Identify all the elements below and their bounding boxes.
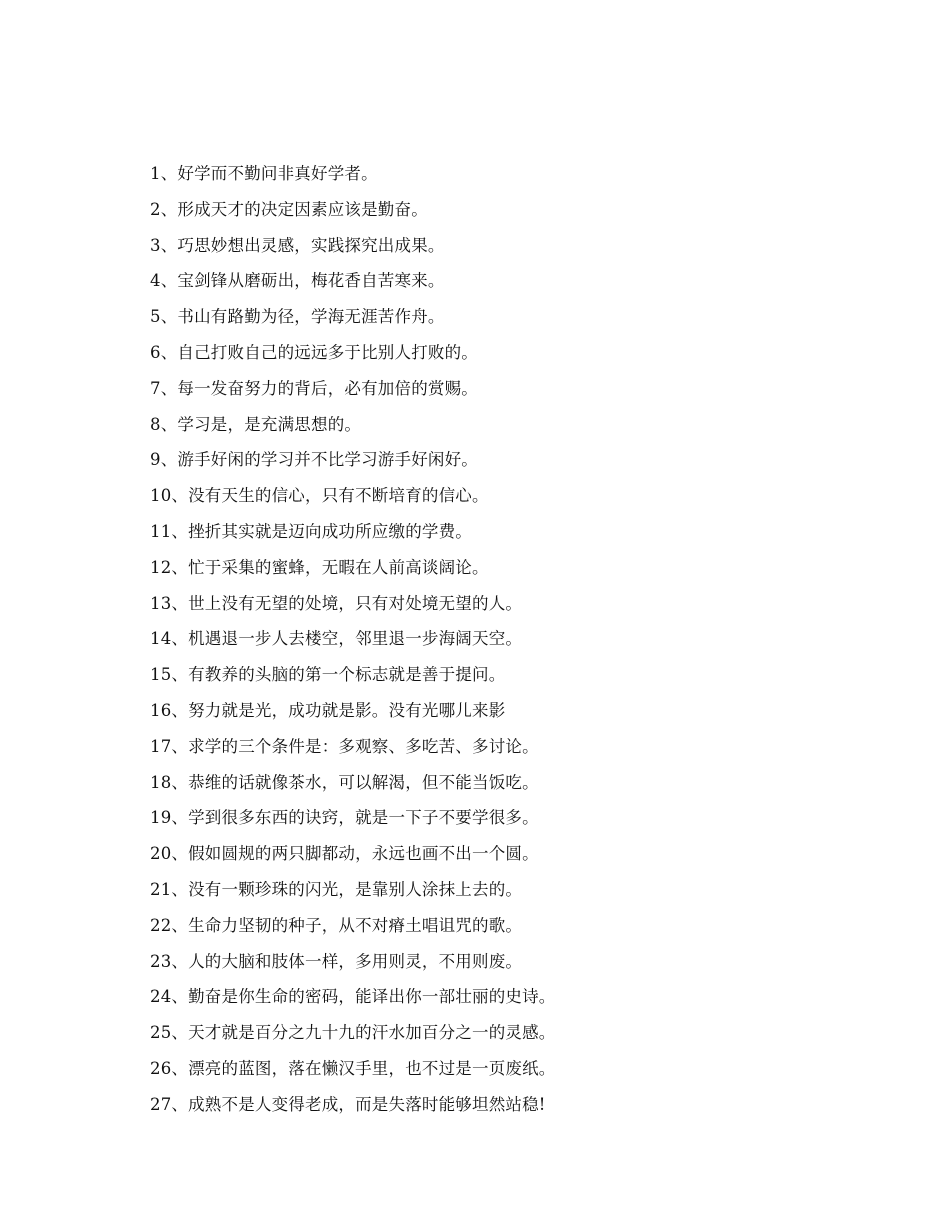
- quote-list: [150, 156, 850, 1123]
- quote-line: 24、勤奋是你生命的密码，能译出你一部壮丽的史诗。: [150, 987, 556, 1007]
- quote-line: 15、有教养的头脑的第一个标志就是善于提问。: [150, 665, 506, 685]
- quote-line: 16、努力就是光，成功就是影。没有光哪儿来影: [150, 700, 506, 720]
- quote-line: 27、成熟不是人变得老成，而是失落时能够坦然站稳!: [150, 1094, 546, 1114]
- quote-line: 18、恭维的话就像茶水，可以解渴，但不能当饭吃。: [150, 772, 539, 792]
- quote-line: 10、没有天生的信心，只有不断培育的信心。: [150, 486, 489, 506]
- quote-line: 5、书山有路勤为径，学海无涯苦作舟。: [150, 307, 445, 327]
- quote-line: 3、巧思妙想出灵感，实践探究出成果。: [150, 235, 445, 255]
- quote-line: 9、游手好闲的学习并不比学习游手好闲好。: [150, 450, 478, 470]
- quote-line: 4、宝剑锋从磨砺出，梅花香自苦寒来。: [150, 271, 445, 291]
- quote-line: 23、人的大脑和肢体一样，多用则灵，不用则废。: [150, 951, 523, 971]
- quote-line: 21、没有一颗珍珠的闪光，是靠别人涂抹上去的。: [150, 879, 523, 899]
- quote-line: 26、漂亮的蓝图，落在懒汉手里，也不过是一页废纸。: [150, 1058, 556, 1078]
- quote-line: 11、挫折其实就是迈向成功所应缴的学费。: [150, 521, 472, 541]
- quote-line: 13、世上没有无望的处境，只有对处境无望的人。: [150, 593, 523, 613]
- quote-line: 8、学习是，是充满思想的。: [150, 414, 362, 434]
- quote-line: 14、机遇退一步人去楼空，邻里退一步海阔天空。: [150, 629, 523, 649]
- quote-line: 20、假如圆规的两只脚都动，永远也画不出一个圆。: [150, 844, 539, 864]
- quote-line: 7、每一发奋努力的背后，必有加倍的赏赐。: [150, 378, 478, 398]
- quote-line: 6、自己打败自己的远远多于比别人打败的。: [150, 342, 478, 362]
- quote-line: 1、好学而不勤问非真好学者。: [150, 164, 378, 183]
- quote-line: 19、学到很多东西的诀窍，就是一下子不要学很多。: [150, 808, 539, 828]
- quote-line: 17、求学的三个条件是：多观察、多吃苦、多讨论。: [150, 736, 539, 756]
- quote-line: 12、忙于采集的蜜蜂，无暇在人前高谈阔论。: [150, 557, 489, 577]
- quote-line: 2、形成天才的决定因素应该是勤奋。: [150, 199, 428, 219]
- quote-line: 22、生命力坚韧的种子，从不对瘠土唱诅咒的歌。: [150, 915, 523, 935]
- quote-line: 25、天才就是百分之九十九的汗水加百分之一的灵感。: [150, 1023, 556, 1043]
